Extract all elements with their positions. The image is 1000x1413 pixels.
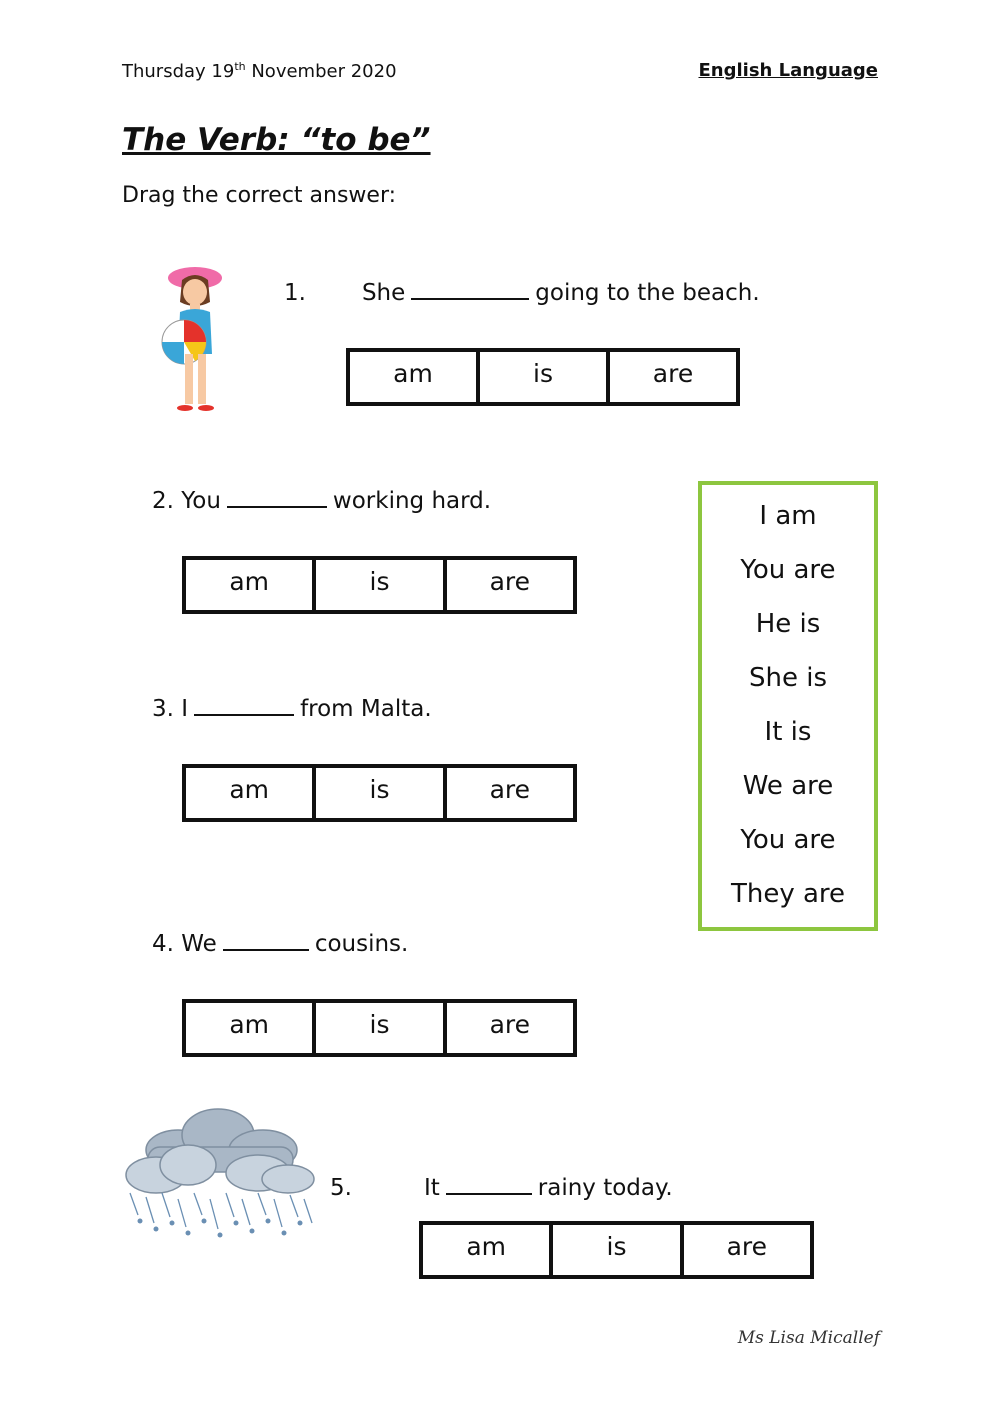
conjugation-item: I am [759, 501, 817, 531]
option-are[interactable]: are [447, 560, 573, 610]
question-4: 4. We cousins. [152, 931, 409, 957]
conjugation-item: It is [764, 717, 812, 747]
question-3: 3. I from Malta. [152, 696, 432, 722]
answer-blank-1[interactable] [411, 280, 529, 300]
answer-blank-5[interactable] [446, 1175, 532, 1195]
answer-blank-3[interactable] [194, 696, 294, 716]
answer-blank-4[interactable] [223, 931, 309, 951]
conjugation-item: You are [740, 555, 836, 585]
conjugation-item: She is [748, 663, 827, 693]
option-am[interactable]: am [186, 560, 316, 610]
answer-options-1 [346, 348, 740, 406]
verb-conjugation-box [698, 481, 878, 931]
option-is[interactable]: is [316, 1003, 446, 1053]
answer-options-4 [182, 999, 577, 1057]
conjugation-item: He is [755, 609, 821, 639]
subject-label: English Language [698, 60, 878, 81]
answer-blank-2[interactable] [227, 488, 327, 508]
girl-with-beach-ball-icon [140, 262, 250, 417]
answer-options-2 [182, 556, 577, 614]
page-title: The Verb: “to be” [122, 122, 431, 158]
option-am[interactable]: am [186, 768, 316, 818]
answer-options-3 [182, 764, 577, 822]
question-5: 5. It rainy today. [330, 1175, 673, 1201]
option-are[interactable]: are [684, 1225, 810, 1275]
option-are[interactable]: are [610, 352, 736, 402]
option-is[interactable]: is [316, 560, 446, 610]
rain-cloud-icon [118, 1105, 318, 1240]
option-is[interactable]: is [480, 352, 610, 402]
option-am[interactable]: am [350, 352, 480, 402]
question-1: 1. She going to the beach. [284, 280, 760, 306]
option-am[interactable]: am [186, 1003, 316, 1053]
conjugation-item: You are [740, 825, 836, 855]
conjugation-item: We are [742, 771, 834, 801]
option-are[interactable]: are [447, 768, 573, 818]
option-am[interactable]: am [423, 1225, 553, 1275]
date: Thursday 19th November 2020 [122, 60, 397, 82]
option-is[interactable]: is [553, 1225, 683, 1275]
instruction: Drag the correct answer: [122, 183, 397, 208]
author-signature: Ms Lisa Micallef [737, 1328, 880, 1348]
option-are[interactable]: are [447, 1003, 573, 1053]
question-2: 2. You working hard. [152, 488, 492, 514]
answer-options-5 [419, 1221, 814, 1279]
option-is[interactable]: is [316, 768, 446, 818]
conjugation-item: They are [730, 879, 846, 909]
